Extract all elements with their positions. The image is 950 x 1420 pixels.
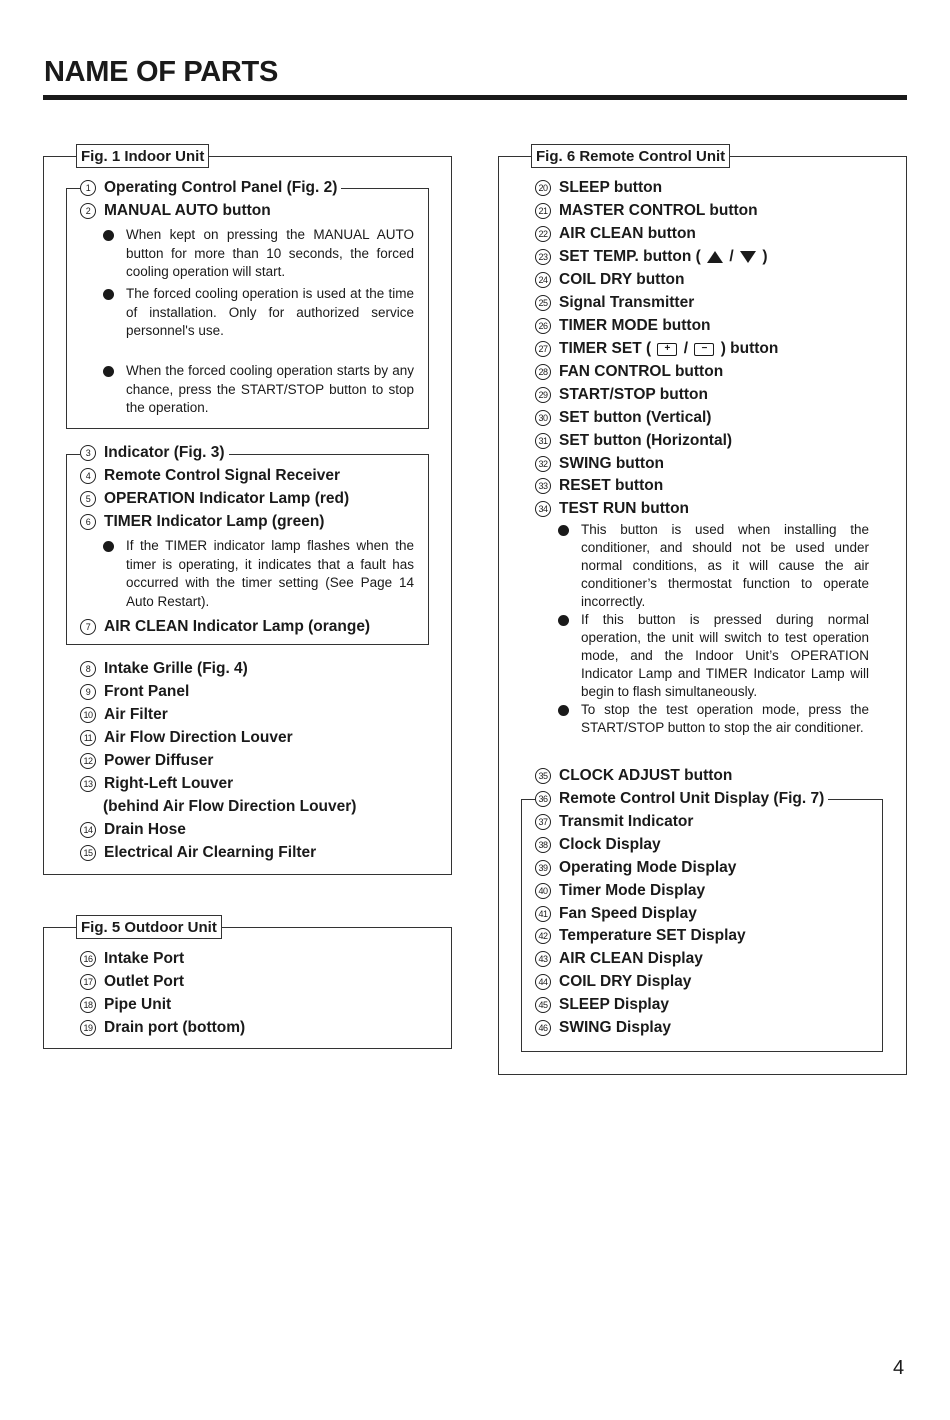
fig5-title: Fig. 5 Outdoor Unit: [76, 915, 222, 939]
list-item: 30 SET button (Vertical): [535, 408, 715, 428]
page-title: NAME OF PARTS: [44, 56, 279, 88]
list-item: 4 Remote Control Signal Receiver: [80, 466, 344, 486]
list-item: 5 OPERATION Indicator Lamp (red): [80, 489, 353, 509]
list-item: 15 Electrical Air Clearning Filter: [80, 843, 320, 863]
list-item: 46 SWING Display: [535, 1018, 675, 1038]
bullet-dot-icon: [558, 525, 569, 536]
bullet-dot-icon: [558, 615, 569, 626]
note-bullet: If the TIMER indicator lamp flashes when the timer is operating, it indicates that a fault has occurred with the timer setting (See Page 14 Auto Restart).: [126, 537, 414, 611]
list-item-continued: (behind Air Flow Direction Louver): [103, 797, 360, 817]
list-item: 35 CLOCK ADJUST button: [535, 766, 736, 786]
list-item: 23 SET TEMP. button ( / ): [535, 247, 772, 267]
down-arrow-icon: [740, 251, 756, 263]
list-item: 42 Temperature SET Display: [535, 926, 750, 946]
note-bullet: This button is used when installing the conditioner, and should not be used under normal conditions, as it will cause the air conditioner’s thermostat function to operate incorrectly.: [581, 521, 869, 611]
list-item: 31 SET button (Horizontal): [535, 431, 736, 451]
list-item: 40 Timer Mode Display: [535, 881, 709, 901]
list-item: 9 Front Panel: [80, 682, 193, 702]
list-item: 7 AIR CLEAN Indicator Lamp (orange): [80, 617, 374, 637]
note-bullet: If this button is pressed during normal operation, the unit will switch to test operation mode, and the Indoor Unit’s OPERATION Indicator Lamp and TIMER Indicator Lamp will begin to flash simultaneously.: [581, 611, 869, 701]
list-item: 37 Transmit Indicator: [535, 812, 697, 832]
list-item: 8 Intake Grille (Fig. 4): [80, 659, 252, 679]
list-item: 26 TIMER MODE button: [535, 316, 715, 336]
list-item: 21 MASTER CONTROL button: [535, 201, 762, 221]
list-item: 14 Drain Hose: [80, 820, 190, 840]
list-item: 18 Pipe Unit: [80, 995, 175, 1015]
list-item: 6 TIMER Indicator Lamp (green): [80, 512, 328, 532]
bullet-dot-icon: [103, 541, 114, 552]
title-rule: [43, 95, 907, 100]
note-bullet: The forced cooling operation is used at the time of installation. Only for authorized service personnel's use.: [126, 285, 414, 341]
list-item: 24 COIL DRY button: [535, 270, 688, 290]
list-item: 29 START/STOP button: [535, 385, 712, 405]
list-item: 25 Signal Transmitter: [535, 293, 698, 313]
note-bullet: When the forced cooling operation starts by any chance, press the START/STOP button to stop the operation.: [126, 362, 414, 418]
list-item: 16 Intake Port: [80, 949, 188, 969]
list-item: 41 Fan Speed Display: [535, 904, 701, 924]
list-item: 12 Power Diffuser: [80, 751, 217, 771]
bullet-dot-icon: [103, 366, 114, 377]
list-item: 1 Operating Control Panel (Fig. 2): [80, 178, 341, 198]
bullet-dot-icon: [103, 230, 114, 241]
up-arrow-icon: [707, 251, 723, 263]
minus-key-icon: −: [694, 343, 714, 356]
note-bullet: To stop the test operation mode, press the START/STOP button to stop the air conditioner.: [581, 701, 869, 737]
list-item: 2 MANUAL AUTO button: [80, 201, 275, 221]
plus-key-icon: +: [657, 343, 677, 356]
fig6-title: Fig. 6 Remote Control Unit: [531, 144, 730, 168]
list-item: 20 SLEEP button: [535, 178, 666, 198]
list-item: 43 AIR CLEAN Display: [535, 949, 707, 969]
bullet-dot-icon: [558, 705, 569, 716]
list-item: 34 TEST RUN button: [535, 499, 693, 519]
list-item: 32 SWING button: [535, 454, 668, 474]
list-item: 36 Remote Control Unit Display (Fig. 7): [535, 789, 828, 809]
list-item: 22 AIR CLEAN button: [535, 224, 700, 244]
list-item: 44 COIL DRY Display: [535, 972, 695, 992]
list-item: 38 Clock Display: [535, 835, 665, 855]
list-item: 11 Air Flow Direction Louver: [80, 728, 297, 748]
list-item: 13 Right-Left Louver: [80, 774, 237, 794]
list-item: 39 Operating Mode Display: [535, 858, 740, 878]
list-item: 19 Drain port (bottom): [80, 1018, 249, 1038]
page-number: 4: [893, 1357, 905, 1379]
list-item: 33 RESET button: [535, 476, 667, 496]
list-item: 28 FAN CONTROL button: [535, 362, 727, 382]
list-item: 17 Outlet Port: [80, 972, 188, 992]
fig1-title: Fig. 1 Indoor Unit: [76, 144, 209, 168]
list-item: 3 Indicator (Fig. 3): [80, 443, 229, 463]
note-bullet: When kept on pressing the MANUAL AUTO button for more than 10 seconds, the forced cooling operation will start.: [126, 226, 414, 282]
list-item: 27 TIMER SET ( + / − ) button: [535, 339, 782, 359]
list-item: 10 Air Filter: [80, 705, 172, 725]
list-item: 45 SLEEP Display: [535, 995, 673, 1015]
bullet-dot-icon: [103, 289, 114, 300]
